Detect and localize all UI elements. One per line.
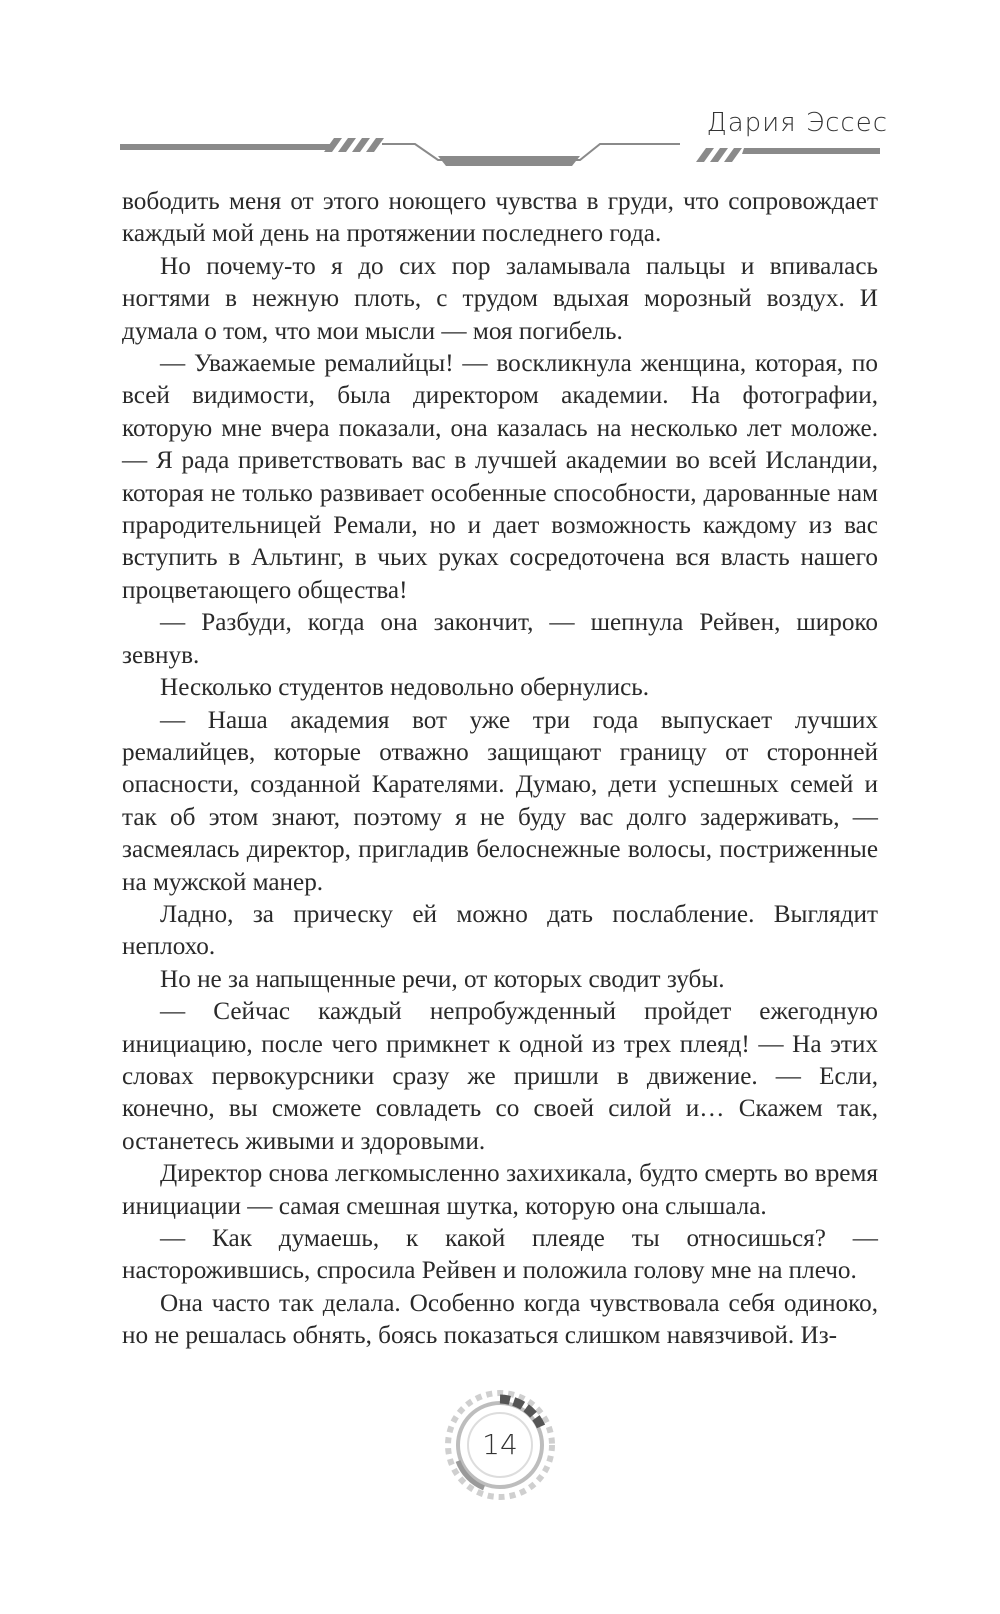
paragraph: Но почему-то я до сих пор заламывала пальцы и впивалась ногтями в нежную плоть, с трудом вдыхая морозный воздух. И думала о том, что мои мысли — моя погибель.: [122, 252, 878, 345]
paragraph: Несколько студентов недовольно обернулись.: [160, 674, 650, 702]
paragraph: — Разбуди, когда она закончит, — шепнула Рейвен, широко зевнув.: [122, 609, 878, 669]
paragraph: Она часто так делала. Особенно когда чувствовала себя одиноко, но не решалась обнять, боясь показаться слишком навязчивой. Из-: [122, 1289, 878, 1350]
running-header-author: Дария Эссес: [706, 108, 888, 138]
body-text: [122, 186, 878, 1353]
paragraph: вободить меня от этого ноющего чувства в груди, что сопровождает каждый мой день на протяжении последнего года.: [122, 188, 878, 248]
paragraph: Директор снова легкомысленно захихикала, будто смерть во время инициации — самая смешная шутка, которую она слышала.: [122, 1160, 878, 1220]
header-ornament-icon: [120, 134, 880, 174]
page-number: 14: [482, 1428, 518, 1461]
paragraph: — Сейчас каждый непробужденный пройдет ежегодную инициацию, после чего примкнет к одной из трех плеяд! — На этих словах первокурсники сразу же пришли в движение. — Если, конечно, вы сможете совладеть со своей силой и… Скажем так, останетесь живыми и здоровыми.: [122, 998, 878, 1155]
paragraph: Но не за напыщенные речи, от которых сводит зубы.: [160, 965, 725, 993]
paragraph: — Уважаемые ремалийцы! — воскликнула женщина, которая, по всей видимости, была директором академии. На фотографии, которую мне вчера показали, она казалась на несколько лет моложе. — Я рада приветствовать вас в лучшей академии во всей Исландии, которая не только развивает особенные способности, дарованные нам прародительницей Ремали, но и дает возможность каждому из вас вступить в Альтинг, в чьих руках сосредоточена вся власть нашего процветающего общества!: [122, 350, 878, 604]
paragraph: — Наша академия вот уже три года выпускает лучших ремалийцев, которые отважно защищают границу от сторонней опасности, созданной Карателями. Думаю, дети успешных семей и так об этом знают, поэтому я не буду вас долго задерживать, — засмеялась директор, пригладив белоснежные волосы, постриженные на мужской манер.: [122, 706, 878, 896]
paragraph: — Как думаешь, к какой плеяде ты относишься? — насторожившись, спросила Рейвен и положила голову мне на плечо.: [122, 1225, 878, 1285]
paragraph: Ладно, за прическу ей можно дать послабление. Выглядит неплохо.: [122, 900, 878, 961]
